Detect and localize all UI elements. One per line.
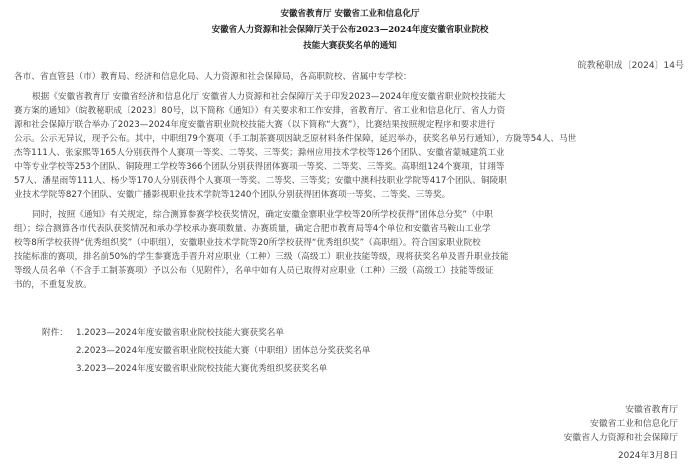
- body-line: 赛方案的通知》（皖教秘职成〔2023〕80号，以下简称《通知》）有关要求和工作安排，省教育厅、省工业和信息化厅、省人力资: [14, 106, 506, 116]
- body-line: 公示。公示无异议，现予公布。其中，中职组79个赛项（手工制茶赛项因缺乏原材料条件保障，延迟举办，获奖名单另行通知），方陇等54人、马世: [14, 134, 577, 144]
- signature-education-dept: 安徽省教育厅: [625, 405, 678, 415]
- title-line-1: 安徽省教育厅 安徽省工业和信息化厅: [280, 9, 420, 19]
- body-line: 校等8所学校获得“优秀组织奖”（中职组），安徽职业技术学院等20所学校获得“优秀组织奖”（高职组）。符合国家职业院校: [14, 238, 481, 248]
- body-line: 57人、潘星雨等111人、杨少等170人分别获得个人赛项一等奖、二等奖、三等奖；安徽中澳科技职业学院等417个团队、铜陵职: [14, 176, 507, 186]
- body-line: 源和社会保障厅联合举办了2023—2024年度安徽省职业院校技能大赛（以下简称“大赛”），比赛结果按照规定程序和要求进行: [14, 120, 496, 130]
- body-line: 杰等111人、张家熙等165人分别获得个人赛项一等奖、二等奖、三等奖；滁州应用技术学校等126个团队、安徽省蒙城建筑工业: [14, 148, 505, 158]
- body-line: 组）；综合测算各市代表队获奖情况和承办学校承办赛项数量、办赛质量，确定合肥市教育局等4个单位和安徽省马鞍山工业学: [14, 224, 491, 234]
- attachment-item: 3.2023—2024年度安徽省职业院校技能大赛优秀组织奖获奖名单: [76, 364, 328, 374]
- attachment-item: 1.2023—2024年度安徽省职业院校技能大赛获奖名单: [76, 328, 285, 338]
- document-number: 皖教秘职成〔2024〕14号: [577, 61, 684, 71]
- body-line: 中等专业学校等253个团队、铜陵理工学校等366个团队分别获得团体赛项一等奖、二等奖、三等奖。高职组124个赛项，甘翊等: [14, 162, 505, 172]
- signature-hr-dept: 安徽省人力资源和社会保障厅: [563, 433, 678, 443]
- body-line: 根据《安徽省教育厅 安徽省经济和信息化厅 安徽省人力资源和社会保障厅关于印发2023—2024年度安徽省职业院校技能大: [32, 92, 506, 102]
- body-line: 等级人员名单（不含手工制茶赛项）予以公布（见附件），名单中如有人员已取得对应职业（工种）三级（高级工）技能等级证: [14, 266, 494, 276]
- signature-industry-dept: 安徽省工业和信息化厅: [590, 419, 678, 429]
- signature-date: 2024年3月8日: [618, 451, 678, 461]
- body-line: 书的，不重复发放。: [14, 280, 92, 290]
- body-line: 同时，按照《通知》有关规定，综合测算参赛学校获奖情况，确定安徽金寨职业学校等20所学校获得“团体总分奖”（中职: [32, 210, 493, 220]
- title-line-2: 安徽省人力资源和社会保障厅关于公布2023—2024年度安徽省职业院校: [211, 25, 489, 35]
- attachment-item: 2.2023—2024年度安徽省职业院校技能大赛（中职组）团体总分奖获奖名单: [76, 346, 371, 356]
- addressee-line: 各市、省直管县（市）教育局、经济和信息化局、人力资源和社会保障局，各高职院校、省属中专学校：: [14, 72, 412, 82]
- attachments-label: 附件：: [42, 328, 68, 338]
- body-line: 技能标准的赛项，排名前50%的学生参赛选手晋升对应职业（工种）三级（高级工）职业技能等级，现将获奖名单及晋升职业技能: [14, 252, 509, 262]
- body-line: 业技术学院等827个团队、安徽广播影视职业技术学院等1240个团队分别获得团体赛项一等奖、二等奖、三等奖。: [14, 190, 451, 200]
- title-line-3: 技能大赛获奖名单的通知: [303, 41, 397, 51]
